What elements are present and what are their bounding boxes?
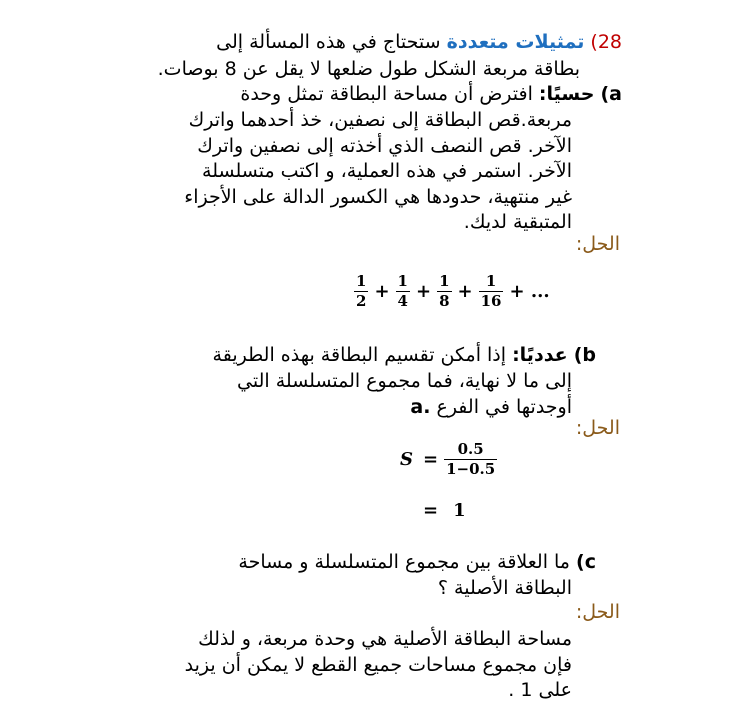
problem-number: 28)	[590, 31, 622, 53]
part-b-ref-a: a.	[410, 395, 431, 418]
part-c-solution-label: الحل:	[575, 601, 620, 623]
term-3-numerator: 1	[439, 272, 450, 290]
term-1-denominator: 2	[356, 292, 367, 310]
term-2-numerator: 1	[397, 272, 408, 290]
part-b-text-2: إلى ما لا نهاية، فما مجموع المتسلسلة التي	[237, 370, 572, 392]
plus-sign: +	[374, 281, 390, 302]
series-term-1	[354, 272, 368, 311]
part-b-line-1	[36, 343, 596, 369]
part-c-answer-2: فإن مجموع مساحات جميع القطع لا يمكن أن يزيد	[184, 653, 572, 676]
part-a-text-4: الآخر. استمر في هذه العملية، و اكتب متسلسلة	[202, 160, 572, 182]
eq-equals: =	[423, 449, 439, 470]
part-c-answer	[52, 627, 572, 704]
plus-sign: +	[457, 281, 473, 302]
part-b-result	[418, 500, 471, 521]
intro-line-2-text: بطاقة مربعة الشكل طول ضلعها لا يقل عن 8 بوصات.	[157, 58, 580, 80]
part-a-body	[52, 108, 572, 236]
result-equals: =	[423, 500, 439, 521]
part-b-text-1: إذا أمكن تقسيم البطاقة بهذه الطريقة	[212, 344, 507, 366]
part-b-solution-label: الحل:	[575, 417, 620, 439]
part-c-answer-1: مساحة البطاقة الأصلية هي وحدة مربعة، و لذلك	[198, 628, 572, 650]
part-c-line-1	[36, 550, 596, 576]
intro-text: ستحتاج في هذه المسألة إلى	[216, 31, 441, 53]
part-a-text-6: المتبقية لديك.	[463, 211, 572, 233]
part-b-label: b)	[573, 344, 596, 366]
series-term-4	[479, 272, 504, 311]
eq-fraction	[444, 440, 497, 479]
intro-line-2	[20, 57, 580, 83]
plus-sign: +	[415, 281, 432, 302]
term-2-denominator: 4	[397, 292, 408, 310]
part-b-text-3	[52, 395, 572, 421]
term-3-denominator: 8	[439, 292, 450, 310]
problem-title: تمثيلات متعددة	[446, 31, 585, 53]
term-4-denominator: 16	[480, 292, 502, 310]
part-a-text-5: غير منتهية، حدودها هي الكسور الدالة على الأجزاء	[184, 185, 572, 208]
part-a-text-2: مربعة.قص البطاقة إلى نصفين، خذ أحدهما واترك	[188, 109, 572, 131]
part-a-keyword: حسيًا:	[538, 83, 595, 105]
series-term-2	[396, 272, 410, 311]
part-c-text-1: ما العلاقة بين مجموع المتسلسلة و مساحة	[238, 551, 570, 573]
part-c-line-2	[52, 576, 572, 602]
result-value: 1	[453, 500, 466, 521]
eq-numerator: 0.5	[444, 440, 497, 460]
eq-lhs: S	[400, 449, 413, 470]
part-c-answer-3: على 1 .	[508, 679, 572, 701]
eq-denominator: 1−0.5	[446, 460, 496, 478]
part-c-label: c)	[576, 551, 596, 573]
intro-line-1	[2, 30, 622, 56]
part-b-keyword: عدديًا:	[512, 344, 568, 366]
part-a-solution-label: الحل:	[575, 233, 620, 255]
term-4-numerator: 1	[479, 272, 504, 292]
term-1-numerator: 1	[356, 272, 367, 290]
part-a-text-3: الآخر. قص النصف الذي أخذته إلى نصفين واترك	[197, 134, 572, 157]
part-b-equation	[400, 440, 498, 479]
part-b-body	[52, 369, 572, 420]
part-a-line-1	[22, 82, 622, 108]
part-a-label: a)	[600, 83, 622, 105]
problem-intro	[2, 30, 622, 56]
part-c-text-2: البطاقة الأصلية ؟	[437, 577, 572, 599]
series-ellipsis: + ...	[509, 281, 550, 302]
part-b-text-3-main: أوجدتها في الفرع	[436, 395, 572, 418]
part-a-series	[353, 272, 555, 311]
series-term-3	[437, 272, 451, 311]
part-a-text-1: افترض أن مساحة البطاقة تمثل وحدة	[240, 83, 533, 105]
